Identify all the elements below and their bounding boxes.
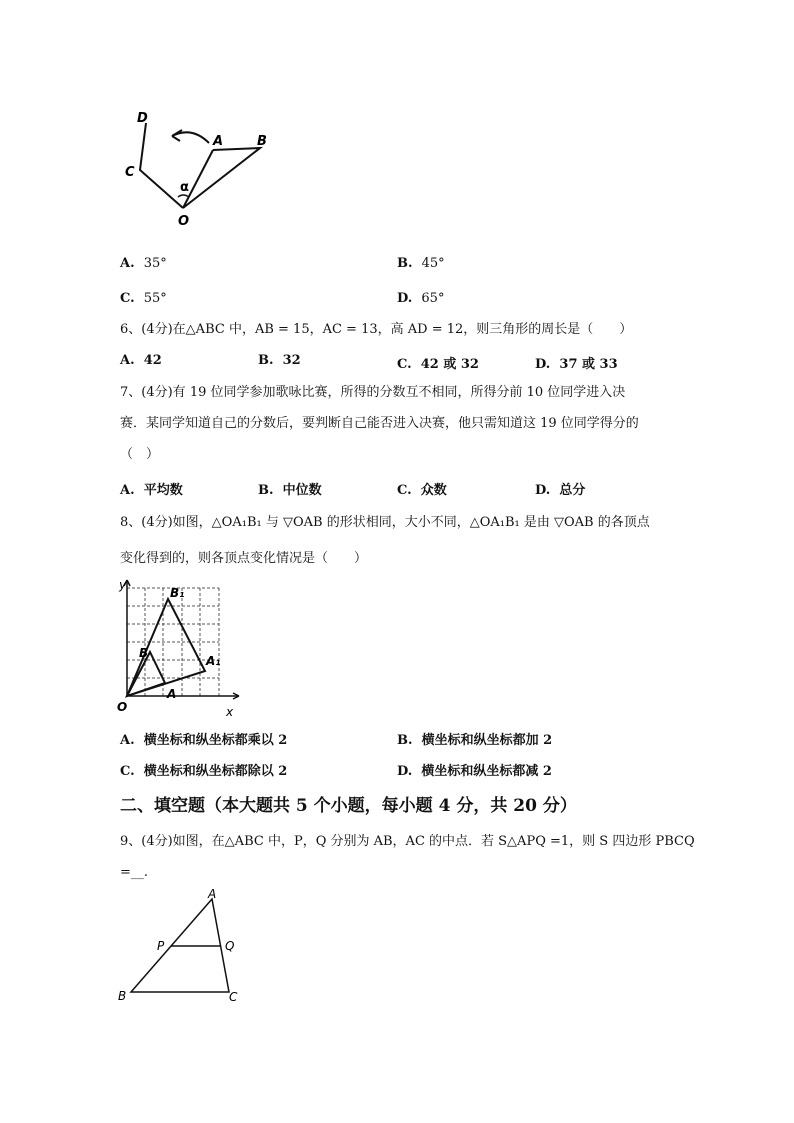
section-title: 二、填空题（本大题共 5 个小题，每小题 4 分，共 20 分） <box>120 796 577 816</box>
q8-option-b: B. 横坐标和纵坐标都加 2 <box>397 733 553 748</box>
q6-option-d: D. 37 或 33 <box>535 357 618 372</box>
q8-option-a: A. 横坐标和纵坐标都乘以 2 <box>120 733 288 748</box>
axis-label-x: x <box>226 705 234 717</box>
q7-stem-line2: 赛．某同学知道自己的分数后，要判断自己能否进入决赛，他只需知道这 19 位同学得分的 <box>120 416 639 431</box>
label-P: P <box>157 939 165 953</box>
label-alpha: α <box>180 180 189 195</box>
label-D: D <box>137 111 148 126</box>
angle-arc-alpha <box>178 195 189 197</box>
q5-option-a: A. 35° <box>120 256 167 271</box>
label-Q: Q <box>225 939 235 953</box>
q7-option-d: D. 总分 <box>535 483 586 498</box>
label-O: O <box>117 700 128 714</box>
rotation-figure <box>110 100 285 225</box>
coordinate-grid-figure <box>115 577 245 717</box>
q7-option-c: C. 众数 <box>397 483 447 498</box>
q7-option-b: B. 中位数 <box>258 483 322 498</box>
axis-label-y: y <box>119 578 127 592</box>
label-A: A <box>208 888 217 901</box>
q6-option-b: B. 32 <box>258 353 301 368</box>
label-B: B <box>118 989 127 1003</box>
q8-stem-line2: 变化得到的，则各顶点变化情况是（ ） <box>120 551 368 566</box>
q7-stem-line3: （ ） <box>120 447 160 462</box>
rotation-arrow <box>172 132 209 143</box>
label-B: B <box>139 646 149 660</box>
q7-option-a: A. 平均数 <box>120 483 183 498</box>
q5-option-b: B. 45° <box>397 256 445 271</box>
q6-stem: 6、(4分)在△ABC 中，AB = 15，AC = 13，高 AD = 12，则三角形的周长是（ ） <box>120 322 633 337</box>
arrow-head <box>172 130 182 141</box>
q9-stem-line2: =__. <box>120 865 149 880</box>
label-A: A <box>167 687 177 701</box>
q6-option-c: C. 42 或 32 <box>397 357 479 372</box>
q5-option-c: C. 55° <box>120 291 167 306</box>
q5-option-d: D. 65° <box>397 291 445 306</box>
label-B: B <box>257 134 267 149</box>
segment-aob <box>183 148 260 208</box>
q8-option-c: C. 横坐标和纵坐标都除以 2 <box>120 764 288 779</box>
label-C: C <box>125 165 135 180</box>
label-O: O <box>178 214 190 225</box>
label-C: C <box>229 990 238 1004</box>
q6-option-a: A. 42 <box>120 353 162 368</box>
q8-stem-line1: 8、(4分)如图，△OA₁B₁ 与 ▽OAB 的形状相同，大小不同，△OA₁B₁ 是由 ▽OAB 的各顶点 <box>120 515 650 530</box>
segment-dco <box>140 123 183 208</box>
q9-stem-line1: 9、(4分)如图，在△ABC 中，P，Q 分别为 AB，AC 的中点．若 S△APQ =1，则 S 四边形 PBCQ <box>120 834 695 849</box>
label-B1: B₁ <box>170 586 185 600</box>
q7-stem-line1: 7、(4分)有 19 位同学参加歌咏比赛，所得的分数互不相同，所得分前 10 位同学进入决 <box>120 385 626 400</box>
label-A: A <box>213 134 224 149</box>
q8-option-d: D. 横坐标和纵坐标都减 2 <box>397 764 552 779</box>
label-A1: A₁ <box>206 654 221 668</box>
triangle-pq-figure <box>112 888 252 1006</box>
